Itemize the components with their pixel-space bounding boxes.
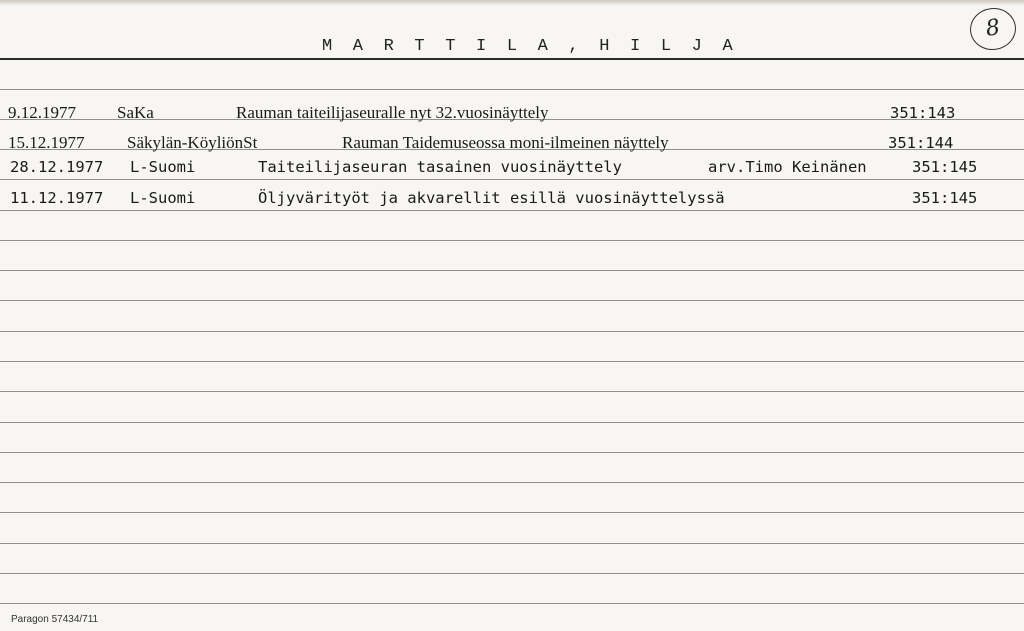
entry-source: L-Suomi — [130, 189, 196, 207]
entry-date: 11.12.1977 — [10, 189, 104, 207]
card-footer-label: Paragon 57434/711 — [11, 614, 99, 625]
ruled-line — [0, 89, 1024, 90]
ruled-line — [0, 391, 1024, 392]
entry-ref: 351:145 — [912, 158, 978, 176]
ruled-line — [0, 573, 1024, 574]
entry-ref: 351:143 — [890, 104, 956, 122]
list-item — [0, 133, 1024, 155]
ruled-line — [0, 422, 1024, 423]
ruled-line — [0, 482, 1024, 483]
entry-headline: Rauman taiteilijaseuralle nyt 32.vuosinäyttely — [236, 103, 549, 122]
ruled-line — [0, 603, 1024, 604]
entry-source: Säkylän-KöyliönSt — [127, 133, 258, 152]
card-number-circle: 8 — [967, 5, 1018, 53]
ruled-line — [0, 210, 1024, 211]
ruled-line — [0, 300, 1024, 301]
ruled-line — [0, 331, 1024, 332]
entry-date: 15.12.1977 — [8, 133, 85, 152]
entry-ref: 351:145 — [912, 189, 978, 207]
ruled-line — [0, 270, 1024, 271]
entry-source: SaKa — [117, 103, 154, 122]
ruled-line — [0, 543, 1024, 544]
entry-date: 28.12.1977 — [10, 158, 104, 176]
ruled-line — [0, 240, 1024, 241]
ruled-line — [0, 361, 1024, 362]
scan-edge — [0, 0, 1024, 6]
list-item — [0, 103, 1024, 125]
card-title: M A R T T I L A , H I L J A — [322, 37, 738, 56]
entry-author: arv.Timo Keinänen — [708, 158, 867, 176]
list-item — [0, 188, 1024, 210]
ruled-line — [0, 452, 1024, 453]
entry-headline: Rauman Taidemuseossa moni-ilmeinen näyttely — [342, 133, 669, 152]
entry-date: 9.12.1977 — [8, 103, 76, 122]
entry-headline: Taiteilijaseuran tasainen vuosinäyttely — [258, 158, 622, 176]
list-item — [0, 157, 1024, 179]
entry-source: L-Suomi — [130, 158, 196, 176]
ruled-line — [0, 179, 1024, 180]
entry-ref: 351:144 — [888, 134, 954, 152]
entry-headline: Öljyvärityöt ja akvarellit esillä vuosinäyttelyssä — [258, 189, 725, 207]
title-rule — [0, 58, 1024, 60]
ruled-line — [0, 512, 1024, 513]
